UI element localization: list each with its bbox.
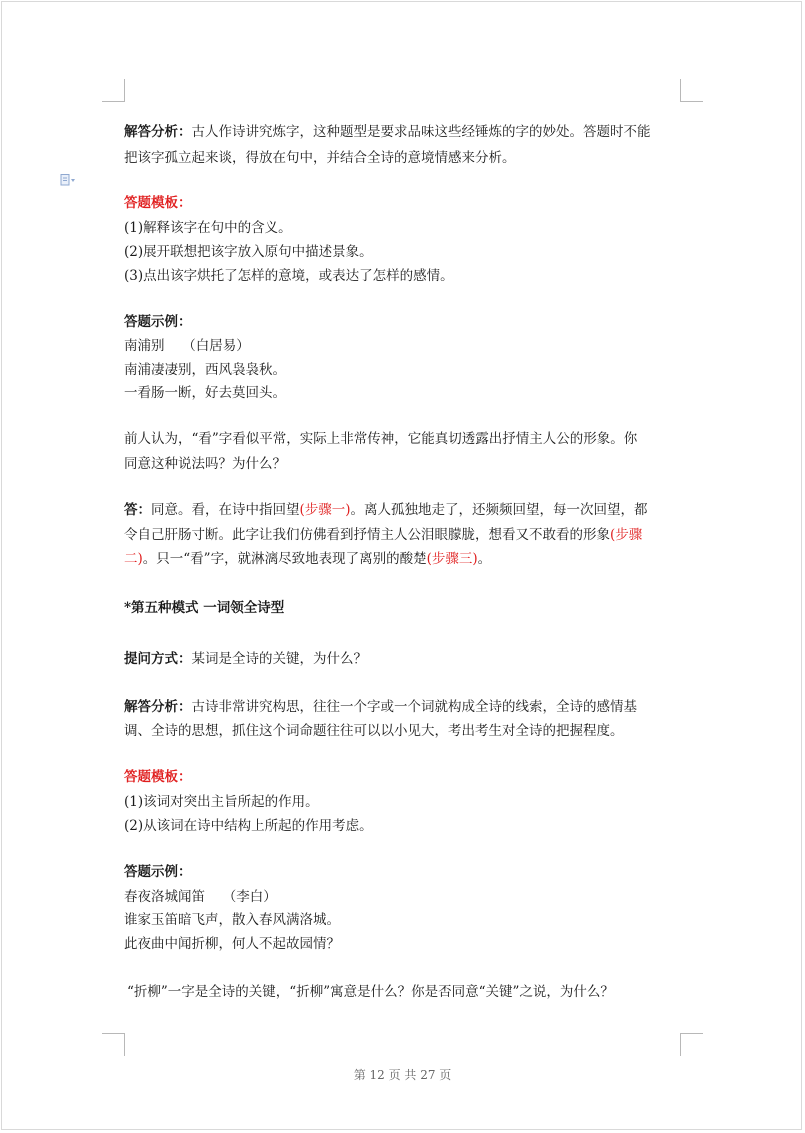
analysis-paragraph-1-cont: 把该字孤立起来谈，得放在句中，并结合全诗的意境情感来分析。 [124,150,516,166]
answer-label: 答： [124,502,151,518]
template-item: (2)从该词在诗中结构上所起的作用考虑。 [124,818,373,834]
page-number: 第 12 页 共 27 页 [353,1068,452,1082]
template-item: (1)该词对突出主旨所起的作用。 [124,794,319,810]
poem-line: 南浦凄凄别，西风袅袅秋。 [124,362,286,378]
poem-line: 此夜曲中闻折柳，何人不起故园情？ [124,936,340,952]
template-item: (1)解释该字在句中的含义。 [124,220,292,236]
template-item: (3)点出该字烘托了怎样的意境，或表达了怎样的感情。 [124,268,454,284]
template-heading: 答题模板： [124,769,192,785]
poem-line: 谁家玉笛暗飞声，散入春风满洛城。 [124,912,340,928]
template-item: (2)展开联想把该字放入原句中描述景象。 [124,244,373,260]
step-marker: 二) [124,551,143,567]
poem-title: 南浦别 （白居易） [124,338,250,354]
analysis-label: 解答分析： [124,124,192,140]
analysis-paragraph-1: 解答分析：古人作诗讲究炼字，这种题型是要求品味这些经锤炼的字的妙处。答题时不能 [124,124,651,140]
example-heading: 答题示例： [124,314,192,330]
crop-mark-top-left [102,79,125,102]
question-text: “折柳”一字是全诗的关键，“折柳”寓意是什么？你是否同意“关键”之说，为什么？ [127,984,614,1000]
section-heading: *第五种模式 一词领全诗型 [124,600,285,616]
question-text: 前人认为，“看”字看似平常，实际上非常传神，它能真切透露出抒情主人公的形象。你 [124,431,638,447]
example-heading: 答题示例： [124,864,192,880]
document-icon[interactable] [60,174,76,186]
analysis-label: 解答分析： [124,699,192,715]
crop-mark-top-right [680,79,703,102]
crop-mark-bottom-right [680,1033,703,1056]
crop-mark-bottom-left [102,1033,125,1056]
ask-paragraph: 提问方式：某词是全诗的关键，为什么？ [124,651,367,667]
analysis-paragraph-2: 解答分析：古诗非常讲究构思，往往一个字或一个词就构成全诗的线索，全诗的感情基 [124,699,637,715]
answer-paragraph-cont: 二)。只一“看”字，就淋漓尽致地表现了离别的酸楚(步骤三)。 [124,551,492,567]
poem-title: 春夜洛城闻笛 （李白） [124,889,277,905]
ask-label: 提问方式： [124,651,192,667]
step-marker: (步骤 [610,527,643,543]
template-heading: 答题模板： [124,195,192,211]
answer-paragraph: 答：同意。看，在诗中指回望(步骤一)。离人孤独地走了，还频频回望，每一次回望，都 [124,502,648,518]
analysis-paragraph-2-cont: 调、全诗的思想，抓住这个词命题往往可以以小见大，考出考生对全诗的把握程度。 [124,723,624,739]
poem-line: 一看肠一断，好去莫回头。 [124,385,286,401]
step-marker: (步骤一) [299,502,351,518]
answer-paragraph-cont: 令自己肝肠寸断。此字让我们仿佛看到抒情主人公泪眼朦胧，想看又不敢看的形象(步骤 [124,527,643,543]
step-marker: (步骤三) [426,551,478,567]
question-text-cont: 同意这种说法吗？为什么？ [124,456,286,472]
